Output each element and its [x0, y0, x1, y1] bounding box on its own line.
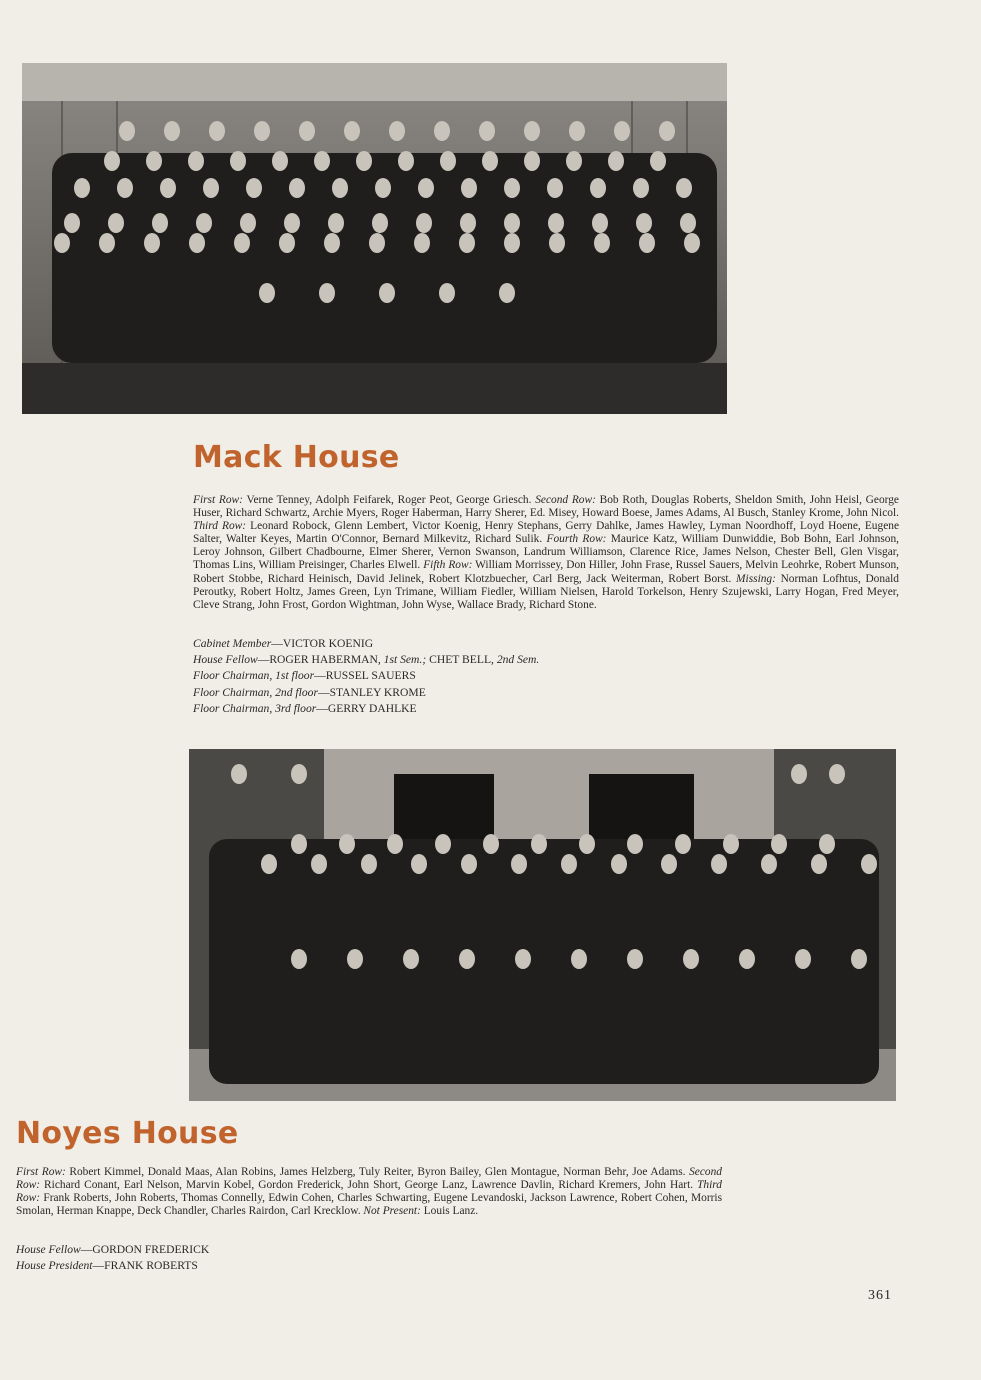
face [511, 854, 527, 874]
roster-row-names: Maurice Katz, William Dunwiddie, Bob Bohn, Earl Johnson, Leroy Johnson, Gilbert Chadbourne, Elmer Sherer, Vernon Swanson, Landrum Williamson, Clarence Rice, James Nelson, Chester Bell, Glen Visgar, Thomas Lins, William Preisinger, Charles Elwell. [193, 533, 899, 572]
officer-role: Cabinet Member [193, 637, 272, 650]
face [499, 283, 515, 303]
group-photo-mack-house [22, 63, 727, 414]
face [440, 151, 456, 171]
face [711, 854, 727, 874]
face [504, 213, 520, 233]
face [819, 834, 835, 854]
officer-name: GORDON FREDERICK [92, 1243, 210, 1256]
face [461, 178, 477, 198]
face [434, 121, 450, 141]
face [592, 213, 608, 233]
roster-row-label: Second Row: [16, 1166, 722, 1192]
face [504, 178, 520, 198]
face [680, 213, 696, 233]
face [683, 949, 699, 969]
face [504, 233, 520, 253]
officer-term: 2nd Sem. [496, 653, 540, 667]
face [675, 834, 691, 854]
roster-row-label: First Row: [16, 1166, 66, 1178]
face [188, 151, 204, 171]
face [230, 151, 246, 171]
face [291, 949, 307, 969]
roster-row-label: First Row: [193, 494, 243, 506]
face [119, 121, 135, 141]
roster-row-label: Second Row: [535, 494, 596, 506]
face [54, 233, 70, 253]
roster-row-names: Louis Lanz. [420, 1205, 479, 1218]
officer-line: Cabinet Member—VICTOR KOENIG [193, 637, 374, 650]
officer-line: House Fellow—GORDON FREDERICK [16, 1243, 210, 1256]
face [356, 151, 372, 171]
face [152, 213, 168, 233]
face [524, 121, 540, 141]
officer-role: Floor Chairman, 2nd floor [193, 685, 318, 699]
face [372, 213, 388, 233]
face [614, 121, 630, 141]
officer-name: FRANK ROBERTS [104, 1259, 198, 1273]
face [636, 213, 652, 233]
officer-name: STANLEY KROME [329, 685, 426, 699]
mack-photo-image [22, 63, 727, 414]
face [414, 233, 430, 253]
officer-line: Floor Chairman, 1st floor—RUSSEL SAUERS [193, 669, 416, 683]
face [627, 834, 643, 854]
face [203, 178, 219, 198]
face [314, 151, 330, 171]
face [460, 213, 476, 233]
officer-line: Floor Chairman, 2nd floor—STANLEY KROME [193, 685, 426, 699]
officer-role: House Fellow [16, 1243, 81, 1256]
face [311, 854, 327, 874]
face [524, 151, 540, 171]
page-number: 361 [868, 1288, 892, 1303]
face [108, 213, 124, 233]
face [319, 283, 335, 303]
noyes-officers-list [16, 1242, 209, 1274]
face [547, 178, 563, 198]
face [566, 151, 582, 171]
face [479, 121, 495, 141]
face [344, 121, 360, 141]
officer-role: Floor Chairman, 3rd floor [193, 701, 317, 715]
officer-line: House President—FRANK ROBERTS [16, 1259, 198, 1273]
face [515, 949, 531, 969]
face [461, 854, 477, 874]
face [411, 854, 427, 874]
face [459, 233, 475, 253]
face [117, 178, 133, 198]
mack-house-title: Mack House [193, 440, 400, 475]
roster-row-names: Norman Lofhtus, Donald Peroutky, Robert Holtz, James Green, Lyn Trimane, William Fiedler, William Nielsen, Harold Torkelson, Henry Szujewski, Larry Hogan, Fred Meyer, Cleve Strang, John Frost, Gordon Wightman, John Wyse, Wallace Brady, Richard Stone. [193, 572, 899, 611]
noyes-photo-image [189, 749, 896, 1101]
officer-name: GERRY DAHLKE [327, 701, 417, 715]
face [571, 949, 587, 969]
mack-officers-list [193, 636, 539, 717]
face [684, 233, 700, 253]
officer-role: House Fellow [193, 653, 258, 667]
roster-row-names: Leonard Robock, Glenn Lembert, Victor Koenig, Henry Stephans, Gerry Dahlke, James Hawley, Lyman Noordhoff, Loyd Hoene, Eugene Salter, Walter Keyes, Martin O'Connor, Bernard Milkevitz, Richard Sulik. [193, 520, 899, 546]
face [659, 121, 675, 141]
face [795, 949, 811, 969]
face [347, 949, 363, 969]
face [418, 178, 434, 198]
face [299, 121, 315, 141]
face [240, 213, 256, 233]
face [482, 151, 498, 171]
face [361, 854, 377, 874]
face [561, 854, 577, 874]
face [284, 213, 300, 233]
face [627, 949, 643, 969]
noyes-roster-text [16, 1166, 722, 1218]
mack-roster-text [193, 494, 899, 612]
face [811, 854, 827, 874]
face [435, 834, 451, 854]
face [594, 233, 610, 253]
face [379, 283, 395, 303]
face [398, 151, 414, 171]
face [791, 764, 807, 784]
noyes-house-title: Noyes House [16, 1116, 239, 1151]
face [579, 834, 595, 854]
face [861, 854, 877, 874]
face [291, 764, 307, 784]
face [531, 834, 547, 854]
officer-name: ROGER HABERMAN, [269, 653, 384, 667]
face [403, 949, 419, 969]
face [739, 949, 755, 969]
roster-row-label: Not Present: [363, 1205, 421, 1218]
face [196, 213, 212, 233]
face [246, 178, 262, 198]
roster-row-names: Verne Tenney, Adolph Feifarek, Roger Peot, George Griesch. [242, 494, 536, 506]
officer-line: House Fellow—ROGER HABERMAN, 1st Sem.; CHET BELL, 2nd Sem. [193, 653, 540, 667]
face [328, 213, 344, 233]
face [99, 233, 115, 253]
roster-row-names: Richard Conant, Earl Nelson, Marvin Kobel, Gordon Frederick, John Short, George Lanz, Lawrence Davlin, Richard Kremers, John Hart. [40, 1179, 698, 1192]
face [289, 178, 305, 198]
face [146, 151, 162, 171]
face [164, 121, 180, 141]
face [259, 283, 275, 303]
face [851, 949, 867, 969]
face [261, 854, 277, 874]
face [661, 854, 677, 874]
roster-row-names: Bob Roth, Douglas Roberts, Sheldon Smith, John Heisl, George Huser, Richard Schwartz, Archie Myers, Roger Haberman, Harry Sherer, Ed. Misey, Howard Boese, James Adams, Al Busch, Stanley Krome, John Nicol. [193, 494, 899, 520]
face [209, 121, 225, 141]
face [723, 834, 739, 854]
roster-row-names: Robert Kimmel, Donald Maas, Alan Robins, James Helzberg, Tuly Reiter, Byron Bailey, Glen Montague, Norman Behr, Joe Adams. [65, 1166, 690, 1178]
officer-name: VICTOR KOENIG [282, 637, 374, 650]
face [633, 178, 649, 198]
face [761, 854, 777, 874]
face [389, 121, 405, 141]
face [160, 178, 176, 198]
roster-row-label: Fourth Row: [546, 533, 607, 546]
officer-role: House President [16, 1259, 93, 1273]
face [416, 213, 432, 233]
face [291, 834, 307, 854]
face [483, 834, 499, 854]
face [231, 764, 247, 784]
face [676, 178, 692, 198]
face [590, 178, 606, 198]
group-photo-noyes-house [189, 749, 896, 1101]
face [189, 233, 205, 253]
face [439, 283, 455, 303]
face [272, 151, 288, 171]
roster-row-names: William Morrissey, Don Hiller, John Frase, Russel Sauers, Melvin Leohrke, Robert Munson, Robert Stobbe, Richard Heinisch, David Jelinek, Robert Klotzbuecher, Carl Berg, Jack Weiterman, Robert Borst. [193, 559, 899, 585]
roster-row-label: Missing: [736, 572, 776, 585]
officer-name: RUSSEL SAUERS [325, 669, 416, 683]
officer-role: Floor Chairman, 1st floor [193, 669, 315, 683]
face [144, 233, 160, 253]
roster-row-names: Frank Roberts, John Roberts, Thomas Connelly, Edwin Cohen, Charles Schwarting, Eugene Levandoski, Jackson Lawrence, Robert Cohen, Morris Smolan, Herman Knappe, Deck Chandler, Charles Rairdon, Carl Krecklow. [16, 1192, 722, 1218]
face [829, 764, 845, 784]
face [387, 834, 403, 854]
face [608, 151, 624, 171]
face [375, 178, 391, 198]
officer-line: Floor Chairman, 3rd floor—GERRY DAHLKE [193, 701, 417, 715]
officer-term: 1st Sem.; [383, 653, 427, 667]
face [548, 213, 564, 233]
face [254, 121, 270, 141]
face [74, 178, 90, 198]
officer-name: CHET BELL, [426, 653, 497, 667]
face [459, 949, 475, 969]
roster-row-label: Third Row: [16, 1179, 722, 1205]
face [369, 233, 385, 253]
roster-row-label: Third Row: [193, 520, 247, 533]
face [569, 121, 585, 141]
face [234, 233, 250, 253]
roster-row-label: Fifth Row: [423, 559, 473, 572]
face [339, 834, 355, 854]
face [611, 854, 627, 874]
face [279, 233, 295, 253]
face [639, 233, 655, 253]
face [332, 178, 348, 198]
face [771, 834, 787, 854]
face [64, 213, 80, 233]
face [104, 151, 120, 171]
face [650, 151, 666, 171]
face [549, 233, 565, 253]
face [324, 233, 340, 253]
